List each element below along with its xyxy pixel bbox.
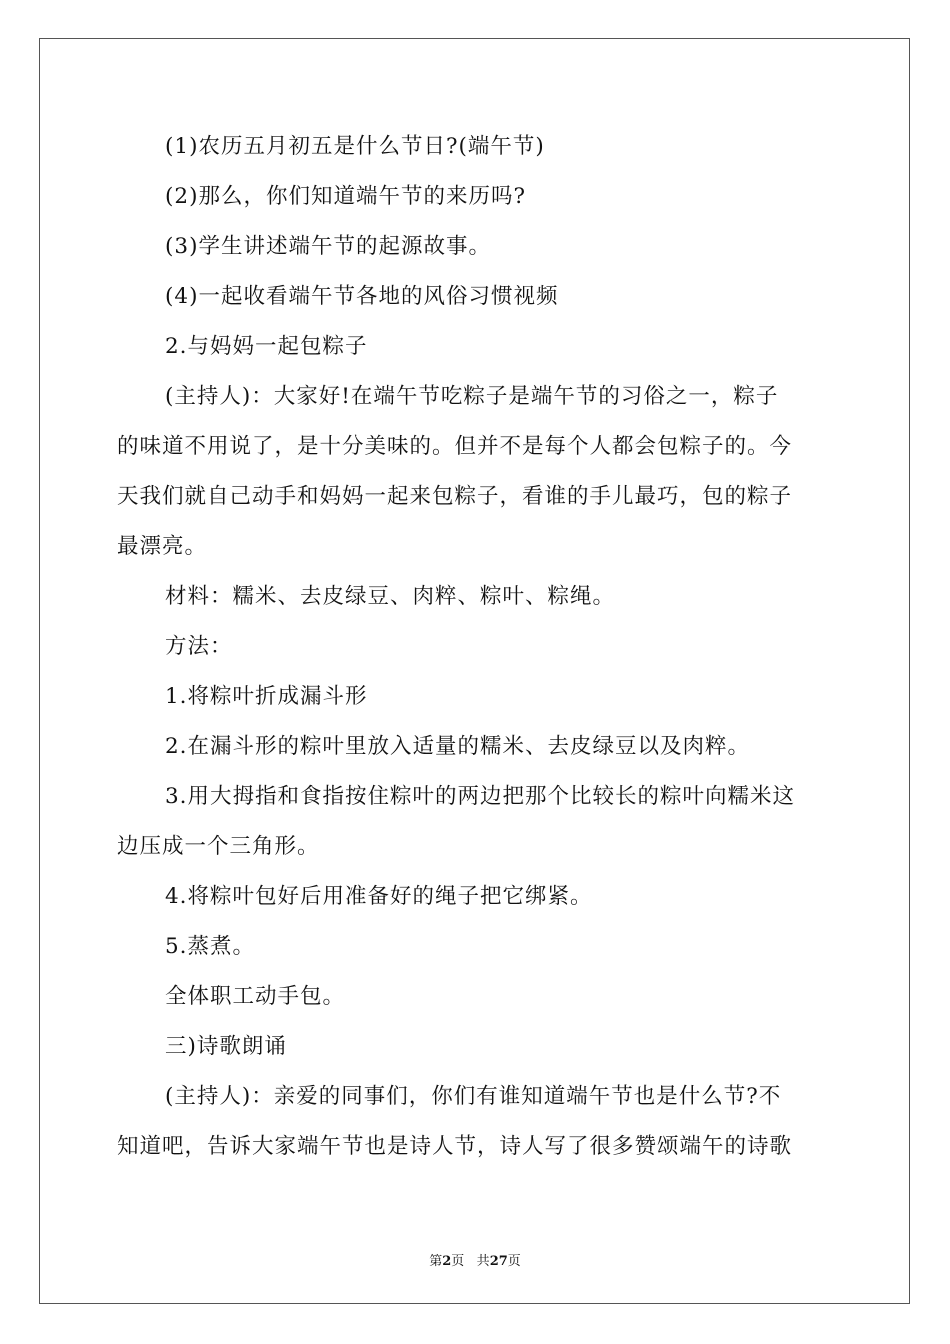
- paragraph-line: 全体职工动手包。: [165, 984, 346, 1009]
- total-suffix: 页: [507, 1254, 521, 1269]
- page-border: [39, 38, 910, 1304]
- paragraph-line: 知道吧，告诉大家端午节也是诗人节，诗人写了很多赞颂端午的诗歌: [117, 1134, 793, 1159]
- total-pages: 27: [489, 1254, 508, 1269]
- paragraph-line: 的味道不用说了，是十分美味的。但并不是每个人都会包粽子的。今: [117, 434, 793, 459]
- paragraph-line: 5.蒸煮。: [165, 934, 256, 959]
- paragraph-line: 1.将粽叶折成漏斗形: [165, 684, 368, 709]
- paragraph-line: (主持人)：亲爱的同事们，你们有谁知道端午节也是什么节?不: [165, 1084, 782, 1109]
- total-prefix: 共: [476, 1254, 490, 1269]
- page-footer: [0, 1250, 950, 1269]
- paragraph-line: (2)那么，你们知道端午节的来历吗?: [165, 184, 526, 209]
- paragraph-line: (1)农历五月初五是什么节日?(端午节): [165, 134, 545, 159]
- section-heading: 2.与妈妈一起包粽子: [165, 334, 368, 359]
- paragraph-line: 方法：: [165, 634, 233, 659]
- paragraph-line: 2.在漏斗形的粽叶里放入适量的糯米、去皮绿豆以及肉粹。: [165, 734, 751, 759]
- page-prefix: 第: [429, 1254, 443, 1269]
- page-suffix: 页: [451, 1254, 465, 1269]
- paragraph-line: (主持人)：大家好!在端午节吃粽子是端午节的习俗之一，粽子: [165, 384, 779, 409]
- paragraph-line: 天我们就自己动手和妈妈一起来包粽子，看谁的手儿最巧，包的粽子: [117, 484, 793, 509]
- paragraph-line: (3)学生讲述端午节的起源故事。: [165, 234, 491, 259]
- page-number: 2: [442, 1254, 452, 1269]
- paragraph-line: 4.将粽叶包好后用准备好的绳子把它绑紧。: [165, 884, 593, 909]
- paragraph-line: (4)一起收看端午节各地的风俗习惯视频: [165, 284, 559, 309]
- section-heading: 三)诗歌朗诵: [165, 1034, 287, 1059]
- paragraph-line: 材料：糯米、去皮绿豆、肉粹、粽叶、粽绳。: [165, 584, 616, 609]
- paragraph-line: 最漂亮。: [117, 534, 208, 559]
- paragraph-line: 3.用大拇指和食指按住粽叶的两边把那个比较长的粽叶向糯米这: [165, 784, 796, 809]
- paragraph-line: 边压成一个三角形。: [117, 834, 320, 859]
